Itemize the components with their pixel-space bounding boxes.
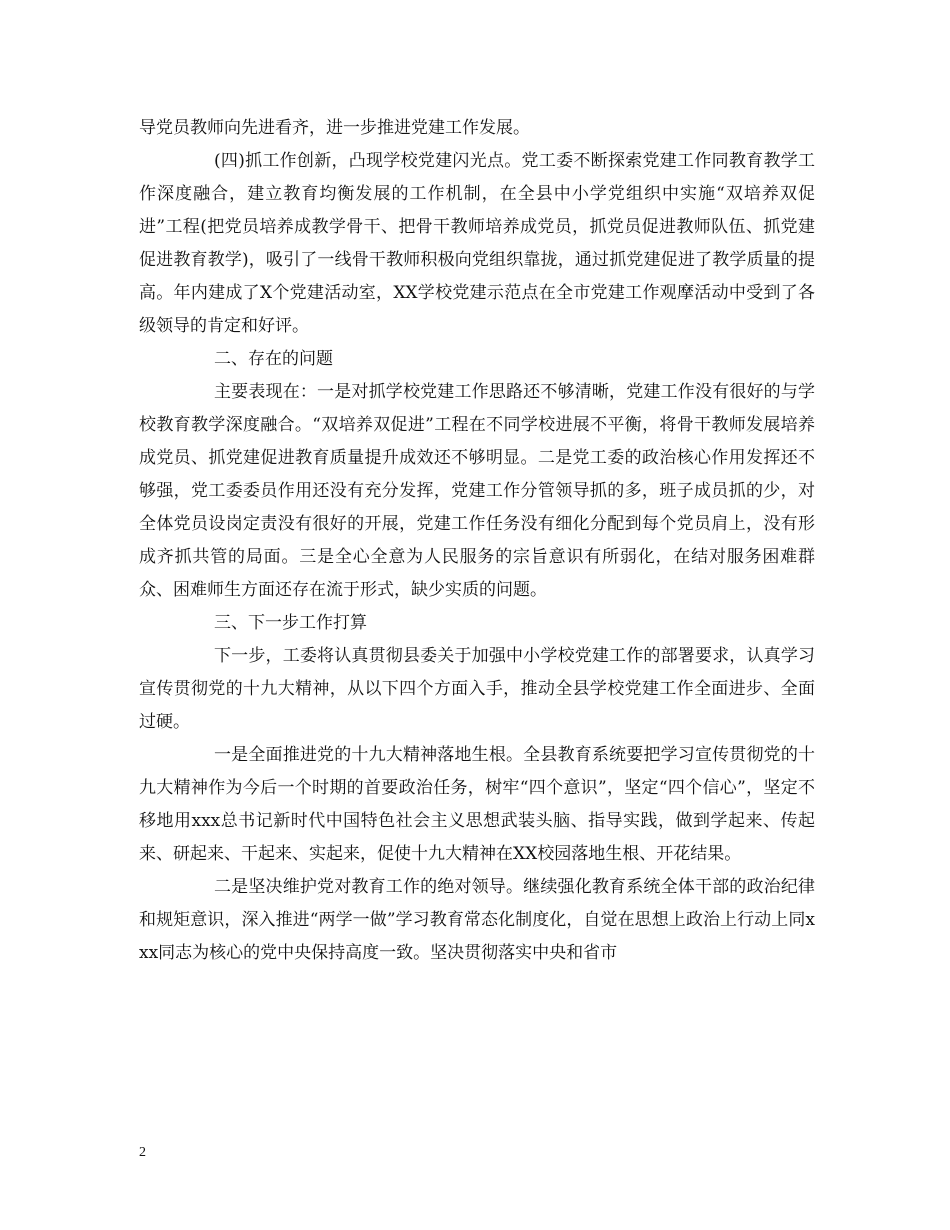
paragraph-continuation: 导党员教师向先进看齐，进一步推进党建工作发展。 [139,118,530,138]
paragraph-innovation: (四)抓工作创新，凸现学校党建闪光点。党工委不断探索党建工作同教育教学工作深度融合，建立教育均衡发展的工作机制，在全县中小学党组织中实施“双培养双促进”工程(把党员培养成教学骨干、把骨干教师培养成党员，抓党员促进教师队伍、抓党建促进教育教学)，吸引了一线骨干教师积极向党组织靠拢，通过抓党建促进了教学质量的提高。年内建成了X个党建活动室，XX学校党建示范点在全市党建工作观摩活动中受到了各级领导的肯定和好评。 [139,151,815,336]
section-heading-problems: 二、存在的问题 [214,349,333,369]
paragraph-point-two: 二是坚决维护党对教育工作的绝对领导。继续强化教育系统全体干部的政治纪律和规矩意识，深入推进“两学一做”学习教育常态化制度化，自觉在思想上政治上行动上同xxx同志为核心的党中央保持高度一致。坚决贯彻落实中央和省市 [139,877,815,963]
document-body [139,112,815,970]
paragraph-next-steps-intro: 下一步，工委将认真贯彻县委关于加强中小学校党建工作的部署要求，认真学习宣传贯彻党的十九大精神，从以下四个方面入手，推动全县学校党建工作全面进步、全面过硬。 [139,646,815,732]
page-number: 2 [139,1145,146,1160]
paragraph-problems: 主要表现在：一是对抓学校党建工作思路还不够清晰，党建工作没有很好的与学校教育教学深度融合。“双培养双促进”工程在不同学校进展不平衡，将骨干教师发展培养成党员、抓党建促进教育质量提升成效还不够明显。二是党工委的政治核心作用发挥还不够强，党工委委员作用还没有充分发挥，党建工作分管领导抓的多，班子成员抓的少，对全体党员设岗定责没有很好的开展，党建工作任务没有细化分配到每个党员肩上，没有形成齐抓共管的局面。三是全心全意为人民服务的宗旨意识有所弱化，在结对服务困难群众、困难师生方面还存在流于形式，缺少实质的问题。 [139,382,815,600]
section-heading-next-steps: 三、下一步工作打算 [214,613,367,633]
paragraph-point-one: 一是全面推进党的十九大精神落地生根。全县教育系统要把学习宣传贯彻党的十九大精神作为今后一个时期的首要政治任务，树牢“四个意识”，坚定“四个信心”，坚定不移地用xxx总书记新时代中国特色社会主义思想武装头脑、指导实践，做到学起来、传起来、研起来、干起来、实起来，促使十九大精神在XX校园落地生根、开花结果。 [139,745,815,864]
